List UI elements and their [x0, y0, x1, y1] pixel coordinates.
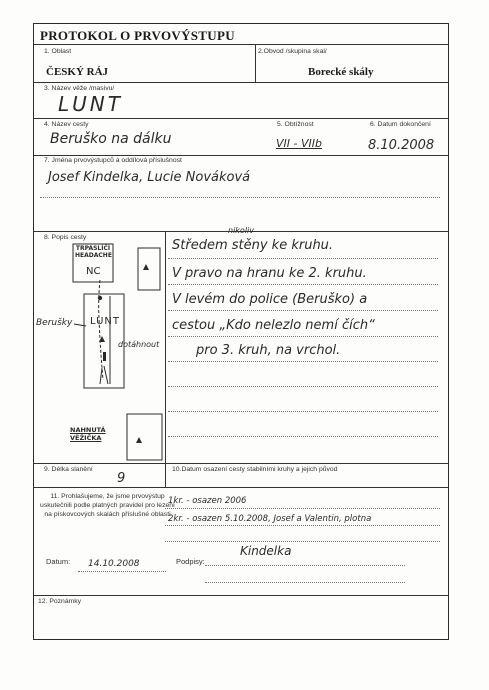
osazeni-entry-2: 2kr. - osazen 5.10.2008, Josef a Valentin, plotna [168, 514, 372, 524]
dotted-line [165, 541, 440, 542]
sketch-label-nc: NC [86, 266, 101, 277]
sketch-label-lunt: LUNT [90, 316, 120, 327]
dotted-line [78, 571, 166, 572]
divider [33, 487, 449, 488]
prohlasujeme-label: 11. Prohlašujeme, že jsme prvovýstup uskutečnili podle platných pravidel pro lezení na pískovcových skalách příslušné oblasti [40, 493, 175, 518]
datum-dokonceni-label: 6. Datum dokončení [370, 121, 431, 128]
sketch-label-trpaslici: TRPASLÍČÍ HEADACHE [75, 245, 112, 259]
start-arrow [100, 366, 108, 384]
form-title: PROTOKOL O PRVOVÝSTUPU [40, 28, 235, 43]
nazev-veze-label: 3. Název věže /masivu/ [44, 85, 115, 92]
sketch-label-berusky: Berušky [36, 318, 73, 328]
divider [33, 463, 449, 464]
ring-mark [98, 296, 102, 300]
delka-slaneni-value: 9 [117, 471, 126, 486]
nazev-veze-value: LUNT [58, 92, 123, 116]
side-tower-outline [138, 248, 160, 290]
osazeni-label: 10.Datum osazení cesty stabilními kruhy a jejich původ [172, 466, 338, 473]
datum-dokonceni-value: 8.10.2008 [368, 138, 435, 153]
sketch-label-vezicka: NAHNUTÁ VĚŽIČKA [70, 426, 106, 442]
obvod-label: 2.Obvod /skupina skal/ [258, 48, 327, 55]
podpisy-label: Podpisy: [176, 557, 205, 566]
nazev-cesty-label: 4. Název cesty [44, 121, 89, 128]
dotted-line [165, 525, 440, 526]
podpisy-value: Kindelka [240, 544, 292, 558]
sketch-label-dotahnout: dotáhnout [118, 340, 160, 349]
route-line [99, 280, 103, 380]
datum-label: Datum: [46, 557, 71, 566]
popis-line-2: V pravo na hranu ke 2. kruhu. [172, 266, 367, 281]
delka-slaneni-label: 9. Délka slanění [44, 466, 93, 473]
summit-mark-icon [143, 264, 149, 270]
obtiznost-label: 5. Obtížnost [277, 121, 314, 128]
dotted-line [165, 508, 440, 509]
poznamky-label: 12. Poznámky [38, 598, 82, 605]
oblast-label: 1. Oblast [44, 48, 72, 55]
popis-line-4: cestou „Kdo nelezlo nemí čích“ [172, 318, 375, 333]
popis-line-1: Středem stěny ke kruhu. [172, 238, 334, 253]
osazeni-entry-1: 1kr. - osazen 2006 [168, 496, 247, 506]
ring-mark [103, 352, 106, 361]
datum-value: 14.10.2008 [88, 559, 140, 569]
dotted-line [205, 565, 405, 566]
jmena-value: Josef Kindelka, Lucie Nováková [48, 170, 251, 185]
oblast-value: ČESKÝ RÁJ [46, 66, 109, 78]
obvod-value: Borecké skály [308, 66, 374, 78]
divider [165, 463, 166, 487]
jmena-label: 7. Jména prvovýstupců a oddílová příslušnost [44, 157, 182, 164]
tower-vezicka-outline [127, 414, 162, 460]
popis-label: 8. Popis cesty [44, 234, 87, 241]
nazev-cesty-value: Beruško na dálku [50, 131, 172, 147]
dotted-line [205, 582, 405, 583]
popis-insertion: nikoliv [228, 226, 254, 235]
summit-mark-icon [136, 437, 142, 443]
obtiznost-value: VII - VIIb [276, 137, 322, 150]
divider [33, 595, 449, 596]
popis-line-5: pro 3. kruh, na vrchol. [196, 343, 341, 358]
popis-line-3: V levém do police (Beruško) a [172, 292, 368, 307]
